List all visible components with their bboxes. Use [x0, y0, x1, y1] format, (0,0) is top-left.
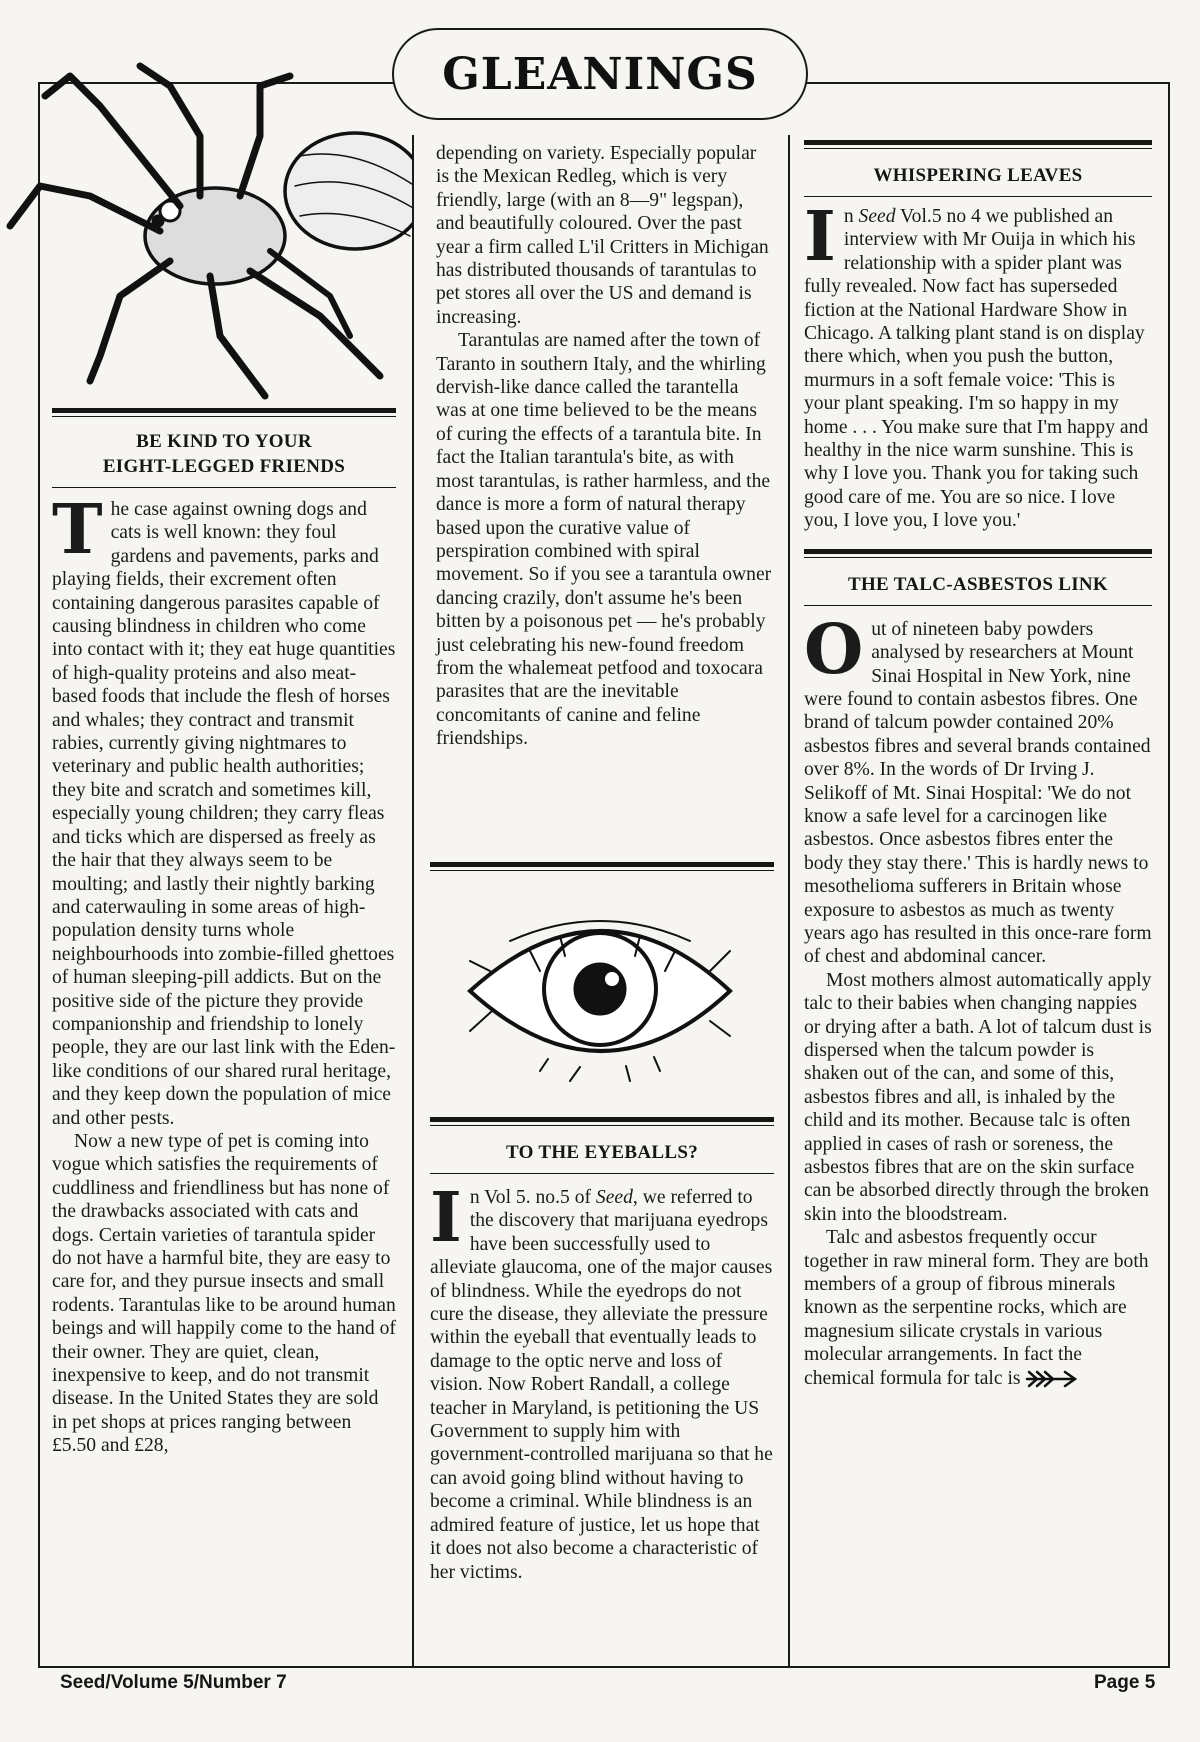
- section-rule: [430, 862, 774, 871]
- footer-issue: Seed/Volume 5/Number 7: [60, 1672, 287, 1693]
- article-paragraph: In Vol 5. no.5 of Seed, we referred to the discovery that marijuana eyedrops have been successfully used to alleviate glaucoma, one of the major causes of blindness. While the eyedrops do not cure the disease, they alleviate the pressure within the eyeball that eventually leads to damage to the optic nerve and loss of vision. Now Robert Randall, a college teacher in Maryland, is petitioning the US Government to supply him with government-controlled marijuana so that he can avoid going blind without having to become a criminal. While blindness is an admired feature of justice, let us hope that it does not also become a characteristic of her victims.: [430, 1178, 773, 1583]
- continued-arrow-icon: [1025, 1370, 1077, 1388]
- section-rule: [804, 549, 1152, 558]
- article-heading-whispering: WHISPERING LEAVES: [873, 165, 1083, 186]
- article-heading-tarantula: BE KIND TO YOUR EIGHT-LEGGED FRIENDS: [102, 431, 346, 477]
- drop-cap: I: [804, 197, 836, 277]
- heading-rule: [804, 605, 1152, 606]
- article-paragraph: Talc and asbestos frequently occur together in raw mineral form. They are both members of a group of fibrous minerals known as the serpentine rocks, which are magnesium silicate crystals in various molecular arrangements. In fact the chemical formula for talc is: [804, 1227, 1149, 1389]
- section-rule: [430, 1117, 774, 1126]
- section-rule: [804, 140, 1152, 149]
- heading-rule: [804, 196, 1152, 197]
- article-paragraph: Tarantulas are named after the town of Taranto in southern Italy, and the whirling dervish-like dance called the tarantella was at one time believed to be the means of curing the effects of a tarantula bite. In fact the Italian tarantula's bite, as with most tarantulas, is rather harmless, and the dance is more a form of natural therapy based upon the curative value of perspiration combined with spiral movement. So if you see a tarantula owner dancing crazily, don't assume he's been bitten by a poisonous pet — he's probably just celebrating his new-found freedom from the whalemeat petfood and toxocara parasites that are the inevitable concomitants of canine and feline friendships.: [436, 330, 772, 750]
- title-banner: [392, 28, 808, 120]
- heading-rule: [430, 1173, 774, 1174]
- spider-icon: [0, 36, 412, 406]
- eye-section: [430, 862, 774, 1584]
- column-divider-left: [412, 135, 414, 1668]
- drop-cap: I: [430, 1178, 462, 1258]
- section-rule: [52, 408, 396, 417]
- article-paragraph: Out of nineteen baby powders analysed by researchers at Mount Sinai Hospital in New York, nine were found to contain asbestos fibres. One brand of talcum powder contained 20% asbestos fibres and several brands contained over 8%. In the words of Dr Irving J. Selikoff of Mt. Sinai Hospital: 'We do not know a safe level for a carcinogen like asbestos. Once asbestos fibres enter the body they stay there.' This is hardly news to mesothelioma sufferers in Britain whose exposure to asbestos as much as twenty years ago has resulted in this once-rare form of chest and abdominal cancer.: [804, 609, 1152, 968]
- article-heading-talc: THE TALC-ASBESTOS LINK: [847, 573, 1109, 595]
- column-1: [52, 408, 396, 1458]
- page-title: GLEANINGS: [442, 48, 758, 100]
- article-paragraph: Most mothers almost automatically apply talc to their babies when changing nappies or drying after a bath. A lot of talcum dust is dispersed when the talcum powder is shaken out of the can, and some of this, asbestos fibres and all, is inhaled by the child and its mother. Because talc is often applied in cases of rash or soreness, the asbestos fibres that are on the skin surface can be absorbed directly through the broken skin into the bloodstream.: [804, 969, 1152, 1225]
- column-3: [804, 140, 1152, 1390]
- tarantula-illustration: [0, 36, 412, 406]
- heading-rule: [52, 487, 396, 488]
- column-2: [436, 142, 772, 751]
- article-paragraph: The case against owning dogs and cats is well known: they foul gardens and pavements, parks and playing fields, their excrement often containing dangerous parasites capable of causing blindness in children who come into contact with it; they eat huge quantities of high-quality proteins and also meat-based foods that include the flesh of horses and whales; they contract and transmit rabies, currently giving nightmares to veterinary and public health authorities; they bite and scratch and sometimes kill, especially young children; they carry fleas and ticks which are dispersed as freely as the hair that they always seem to be moulting; and lastly their nightly barking and caterwauling in some areas of high-population density turns whole neighbourhoods into zombie-filled ghettoes of human sleeping-pill addicts. But on the positive side of the picture they provide companionship and friendship to lonely people, they are our last link with the Eden-like conditions of our shared rural heritage, and they keep down the population of mice and other pests.: [52, 490, 396, 1129]
- article-paragraph: Now a new type of pet is coming into vogue which satisfies the requirements of cuddliness and friendliness but has none of the drawbacks associated with cats and dogs. Certain varieties of tarantula spider do not have a harmful bite, they are easy to care for, and they pursue insects and small rodents. Tarantulas like to be around human beings and will happily come to the hand of their owner. They are quiet, clean, inexpensive to keep, and do not transmit disease. In the United States they are sold in pet shops at prices ranging between £5.50 and £28,: [52, 1130, 396, 1457]
- footer-page-number: Page 5: [1094, 1672, 1156, 1693]
- column-divider-right: [788, 135, 790, 1668]
- article-paragraph: In Seed Vol.5 no 4 we published an interview with Mr Ouija in which his relationship with a spider plant was fully revealed. Now fact has superseded fiction at the National Hardware Show in Chicago. A talking plant stand is on display there which, when you push the button, murmurs in a soft female voice: 'This is your plant speaking. I'm so happy in my home . . . You make sure that I'm happy and healthy in the nice warm sunshine. This is why I love you. Thank you for taking such good care of me. You are so nice. I love you, I love you, I love you.': [804, 197, 1149, 532]
- article-heading-eyeballs: TO THE EYEBALLS?: [505, 1142, 699, 1163]
- article-paragraph: depending on variety. Especially popular is the Mexican Redleg, which is very friendly, large (with an 8—9" legspan), and beautifully coloured. Over the past year a firm called L'il Critters in Michigan has distributed thousands of tarantulas to pet stores all over the US and demand is increasing.: [436, 143, 769, 328]
- drop-cap: O: [804, 609, 864, 690]
- eyeball-icon: [430, 881, 774, 1111]
- drop-cap: T: [52, 490, 103, 570]
